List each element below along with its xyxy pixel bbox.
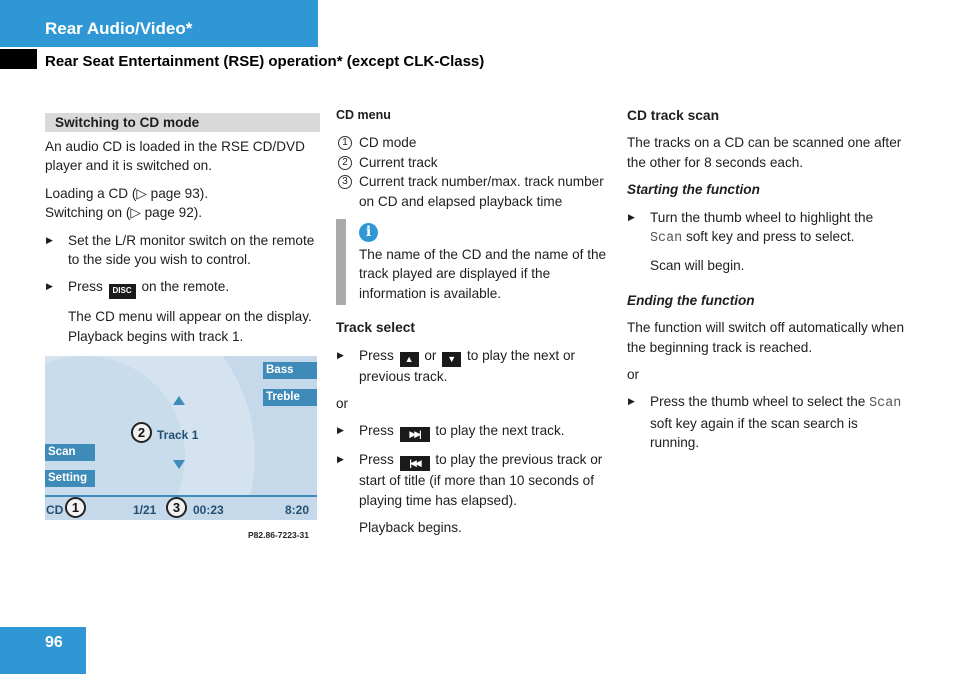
column-1 <box>45 113 320 346</box>
scan-softkey-label: Scan <box>869 396 902 412</box>
page-number: 96 <box>45 634 63 651</box>
starting-heading: Starting the function <box>627 182 760 198</box>
legend-text: Current track number/max. track number on CD and elapsed playback time <box>359 174 604 209</box>
elapsed-time: 00:23 <box>193 503 224 517</box>
down-button-icon: ▼ <box>442 352 461 367</box>
track-select-heading: Track select <box>336 320 416 336</box>
bass-softkey: Bass <box>263 362 317 379</box>
setting-softkey: Setting <box>45 470 95 487</box>
info-icon: i <box>359 223 378 242</box>
callout-1: 1 <box>65 497 86 518</box>
column-3 <box>627 106 907 453</box>
paragraph: An audio CD is loaded in the RSE CD/DVD player and it is switched on. <box>45 139 305 174</box>
cross-reference: Switching on (▷ page 92). <box>45 205 203 221</box>
info-note <box>336 223 614 303</box>
note-text: The name of the CD and the name of the track played are displayed if the information is available. <box>359 247 607 301</box>
paragraph: Scan will begin. <box>650 258 745 274</box>
down-arrow-icon <box>173 460 185 469</box>
legend-text: CD mode <box>359 135 417 151</box>
instruction-step: ▶ Press ▶▶| to play the next track. <box>336 421 614 442</box>
page-number-tab <box>0 627 86 674</box>
page-section-title: Rear Audio/Video* <box>45 19 193 38</box>
status-bar <box>45 495 317 520</box>
cd-menu-screen-image <box>45 356 317 520</box>
track-count: 1/21 <box>133 503 157 517</box>
instruction-step <box>45 277 320 299</box>
callout-2: 2 <box>131 422 152 443</box>
note-bar <box>336 219 346 305</box>
cd-menu-heading: CD menu <box>336 108 391 122</box>
scan-softkey: Scan <box>45 444 95 461</box>
number-icon: 1 <box>338 136 352 150</box>
paragraph: Playback begins. <box>359 520 462 536</box>
legend-item <box>336 153 614 172</box>
number-icon: 3 <box>338 175 352 189</box>
next-track-button-icon: ▶▶| <box>400 427 430 442</box>
cross-reference: Loading a CD (▷ page 93). <box>45 185 209 201</box>
previous-track-button-icon: |◀◀ <box>400 456 430 471</box>
legend-item <box>336 133 614 152</box>
instruction-step: ▶ Turn the thumb wheel to highlight the Scan soft key and press to select. <box>627 208 907 249</box>
up-arrow-icon <box>173 396 185 405</box>
cd-label: CD <box>46 503 64 517</box>
ending-heading: Ending the function <box>627 292 755 308</box>
instruction-step: ▶ Press ▲ or ▼ to play the next or previous track. <box>336 346 614 386</box>
treble-softkey: Treble <box>263 389 317 406</box>
paragraph: The function will switch off automatically when the beginning track is reached. <box>627 320 905 355</box>
paragraph: The CD menu will appear on the display. Playback begins with track 1. <box>68 309 312 344</box>
callout-3: 3 <box>166 497 187 518</box>
instruction-step: ▶ Set the L/R monitor switch on the remote to the side you wish to control. <box>45 231 320 270</box>
disc-button-icon: DISC <box>109 284 136 299</box>
track-scan-heading: CD track scan <box>627 108 720 123</box>
up-button-icon: ▲ <box>400 352 419 367</box>
legend-item <box>336 172 614 211</box>
clock-time: 8:20 <box>285 503 310 517</box>
section-heading: Switching to CD mode <box>45 113 320 132</box>
column-2 <box>336 106 614 538</box>
scan-softkey-label: Scan <box>650 231 683 247</box>
image-caption: P82.86-7223-31 <box>248 530 309 540</box>
or-text: or <box>336 396 349 412</box>
instruction-step: ▶ Press the thumb wheel to select the Scan soft key again if the scan search is running. <box>627 392 907 452</box>
number-icon: 2 <box>338 156 352 170</box>
step-text: on the remote. <box>141 279 230 295</box>
legend-text: Current track <box>359 154 438 170</box>
step-text: Press <box>68 279 103 295</box>
page-subtitle: Rear Seat Entertainment (RSE) operation* (except CLK-Class) <box>45 53 485 70</box>
instruction-step: ▶ Press |◀◀ to play the previous track or start of title (if more than 10 seconds of playing time has elapsed). <box>336 450 614 510</box>
or-text: or <box>627 367 640 383</box>
track-label: Track 1 <box>157 428 199 442</box>
paragraph: The tracks on a CD can be scanned one after the other for 8 seconds each. <box>627 135 902 170</box>
subtitle-marker <box>0 49 37 69</box>
